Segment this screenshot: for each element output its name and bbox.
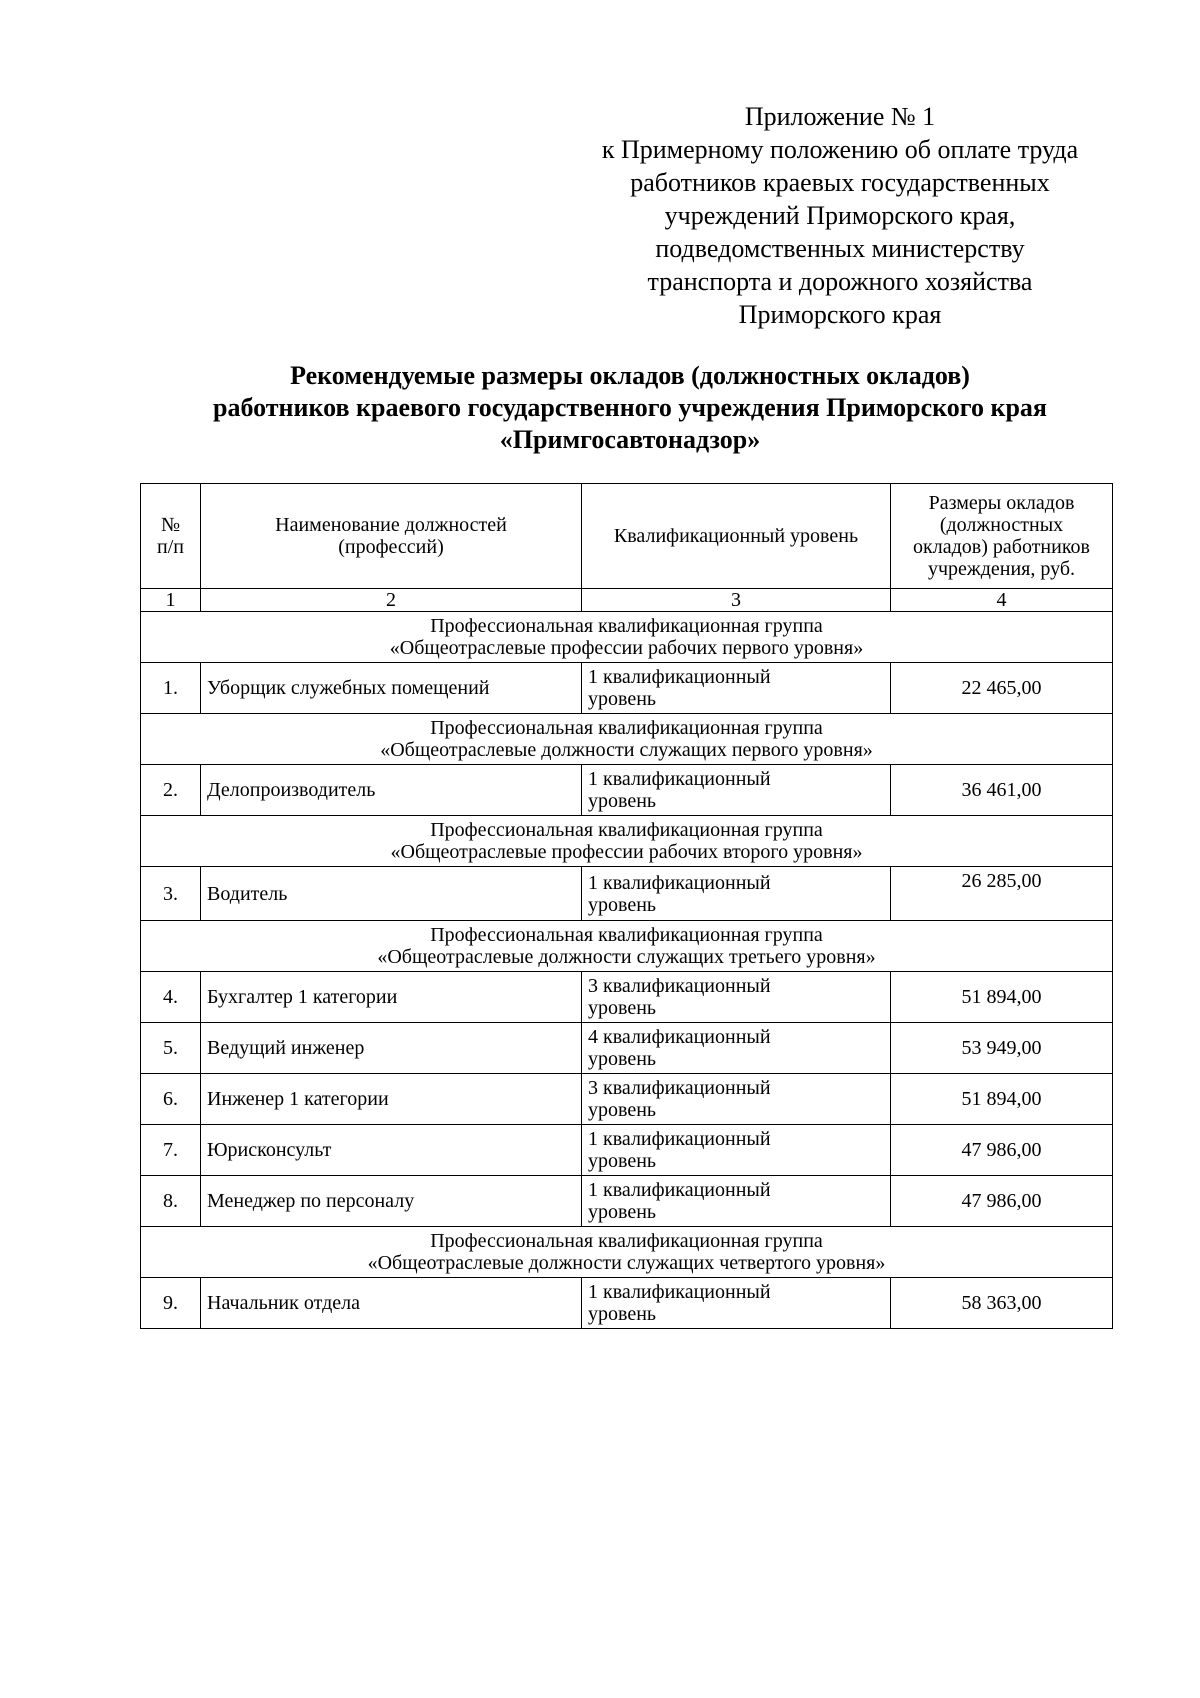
header-position-line: (профессий) <box>338 536 444 558</box>
group-title-line: «Общеотраслевые должности служащих четвертого уровня» <box>367 1252 886 1274</box>
qualification-level-line: уровень <box>588 997 657 1019</box>
row-number: 6. <box>141 1074 201 1125</box>
position-name: Водитель <box>201 867 582 921</box>
qualification-level-line: 1 квалификационный <box>588 1179 771 1201</box>
group-title <box>141 714 1113 765</box>
group-title <box>141 1227 1113 1278</box>
appendix-line: Приложение № 1 <box>744 102 936 131</box>
group-title-line: «Общеотраслевые профессии рабочих первого уровня» <box>389 637 864 659</box>
salary-table-body <box>141 484 1113 1329</box>
row-number: 9. <box>141 1278 201 1329</box>
row-number: 1. <box>141 663 201 714</box>
qualification-level <box>582 1176 891 1227</box>
salary-value: 26 285,00 <box>891 867 1113 921</box>
row-number: 3. <box>141 867 201 921</box>
qualification-level-line: уровень <box>588 1201 657 1223</box>
table-row <box>141 1125 1113 1176</box>
appendix-line: подведомственных министерству <box>655 234 1025 263</box>
qualification-level <box>582 1074 891 1125</box>
appendix-line: работников краевых государственных <box>630 168 1050 197</box>
qualification-level-line: уровень <box>588 1048 657 1070</box>
qualification-level-line: уровень <box>588 1303 657 1325</box>
appendix-line: к Примерному положению об оплате труда <box>601 135 1079 164</box>
header-qualification-level: Квалификационный уровень <box>582 484 891 589</box>
table-row <box>141 1074 1113 1125</box>
title-line: работников краевого государственного учреждения Приморского края <box>213 393 1047 422</box>
qualification-level <box>582 972 891 1023</box>
salary-value: 58 363,00 <box>891 1278 1113 1329</box>
header-position-name <box>201 484 582 589</box>
document-title <box>140 360 1120 456</box>
table-row <box>141 1176 1113 1227</box>
qualification-level-line: 1 квалификационный <box>588 666 771 688</box>
appendix-line: транспорта и дорожного хозяйства <box>647 267 1033 296</box>
table-row <box>141 1278 1113 1329</box>
header-number-line: № <box>160 514 181 536</box>
group-row <box>141 714 1113 765</box>
salary-value: 51 894,00 <box>891 1074 1113 1125</box>
qualification-level-line: 3 квалификационный <box>588 975 771 997</box>
group-title-line: Профессиональная квалификационная группа <box>430 717 823 739</box>
table-header-row <box>141 484 1113 589</box>
position-name: Уборщик служебных помещений <box>201 663 582 714</box>
qualification-level <box>582 867 891 921</box>
group-title-line: «Общеотраслевые должности служащих третьего уровня» <box>377 946 876 968</box>
position-name: Бухгалтер 1 категории <box>201 972 582 1023</box>
group-row <box>141 816 1113 867</box>
position-name: Ведущий инженер <box>201 1023 582 1074</box>
position-name: Инженер 1 категории <box>201 1074 582 1125</box>
header-salary <box>891 484 1113 589</box>
qualification-level-line: 1 квалификационный <box>588 768 771 790</box>
header-salary-line: Размеры окладов <box>928 492 1075 514</box>
position-name: Юрисконсульт <box>201 1125 582 1176</box>
group-title-line: Профессиональная квалификационная группа <box>430 615 823 637</box>
table-row <box>141 972 1113 1023</box>
qualification-level-line: 1 квалификационный <box>588 871 771 894</box>
qualification-level-line: уровень <box>588 893 657 916</box>
position-name: Делопроизводитель <box>201 765 582 816</box>
row-number: 7. <box>141 1125 201 1176</box>
group-title-line: Профессиональная квалификационная группа <box>430 1230 823 1252</box>
title-line: «Примгосавтонадзор» <box>499 425 761 454</box>
table-row <box>141 867 1113 921</box>
group-title-line: Профессиональная квалификационная группа <box>430 924 823 946</box>
row-number: 4. <box>141 972 201 1023</box>
salary-value: 53 949,00 <box>891 1023 1113 1074</box>
group-title-line: «Общеотраслевые профессии рабочих второго уровня» <box>390 841 863 863</box>
group-title <box>141 612 1113 663</box>
header-position-line: Наименование должностей <box>275 514 507 536</box>
appendix-line: Приморского края <box>738 300 942 329</box>
header-number-line: п/п <box>157 536 184 558</box>
appendix-line: учреждений Приморского края, <box>664 201 1016 230</box>
qualification-level-line: 1 квалификационный <box>588 1128 771 1150</box>
group-title <box>141 921 1113 972</box>
group-row <box>141 1227 1113 1278</box>
qualification-level-line: уровень <box>588 1150 657 1172</box>
salary-value: 22 465,00 <box>891 663 1113 714</box>
qualification-level-line: 4 квалификационный <box>588 1026 771 1048</box>
column-number-row <box>141 589 1113 612</box>
row-number: 8. <box>141 1176 201 1227</box>
qualification-level-line: 1 квалификационный <box>588 1281 771 1303</box>
table-row <box>141 1023 1113 1074</box>
header-number <box>141 484 201 589</box>
salary-value: 51 894,00 <box>891 972 1113 1023</box>
row-number: 2. <box>141 765 201 816</box>
header-salary-line: (должностных <box>939 514 1064 536</box>
qualification-level <box>582 1023 891 1074</box>
column-number: 1 <box>141 589 201 612</box>
group-title-line: Профессиональная квалификационная группа <box>430 819 823 841</box>
group-title <box>141 816 1113 867</box>
column-number: 2 <box>201 589 582 612</box>
row-number: 5. <box>141 1023 201 1074</box>
column-number: 3 <box>582 589 891 612</box>
salary-value: 36 461,00 <box>891 765 1113 816</box>
qualification-level-line: уровень <box>588 790 657 812</box>
qualification-level-line: уровень <box>588 688 657 710</box>
header-salary-line: окладов) работников <box>913 536 1090 558</box>
position-name: Начальник отдела <box>201 1278 582 1329</box>
salary-value: 47 986,00 <box>891 1176 1113 1227</box>
table-row <box>141 765 1113 816</box>
table-row <box>141 663 1113 714</box>
qualification-level <box>582 765 891 816</box>
salary-value: 47 986,00 <box>891 1125 1113 1176</box>
qualification-level-line: 3 квалификационный <box>588 1077 771 1099</box>
salary-table <box>140 483 1113 1329</box>
qualification-level <box>582 663 891 714</box>
qualification-level <box>582 1278 891 1329</box>
group-row <box>141 612 1113 663</box>
qualification-level-line: уровень <box>588 1099 657 1121</box>
group-row <box>141 921 1113 972</box>
title-line: Рекомендуемые размеры окладов (должностных окладов) <box>290 361 970 390</box>
header-salary-line: учреждения, руб. <box>927 558 1076 580</box>
group-title-line: «Общеотраслевые должности служащих первого уровня» <box>380 739 873 761</box>
position-name: Менеджер по персоналу <box>201 1176 582 1227</box>
qualification-level <box>582 1125 891 1176</box>
appendix-header <box>560 100 1120 331</box>
column-number: 4 <box>891 589 1113 612</box>
